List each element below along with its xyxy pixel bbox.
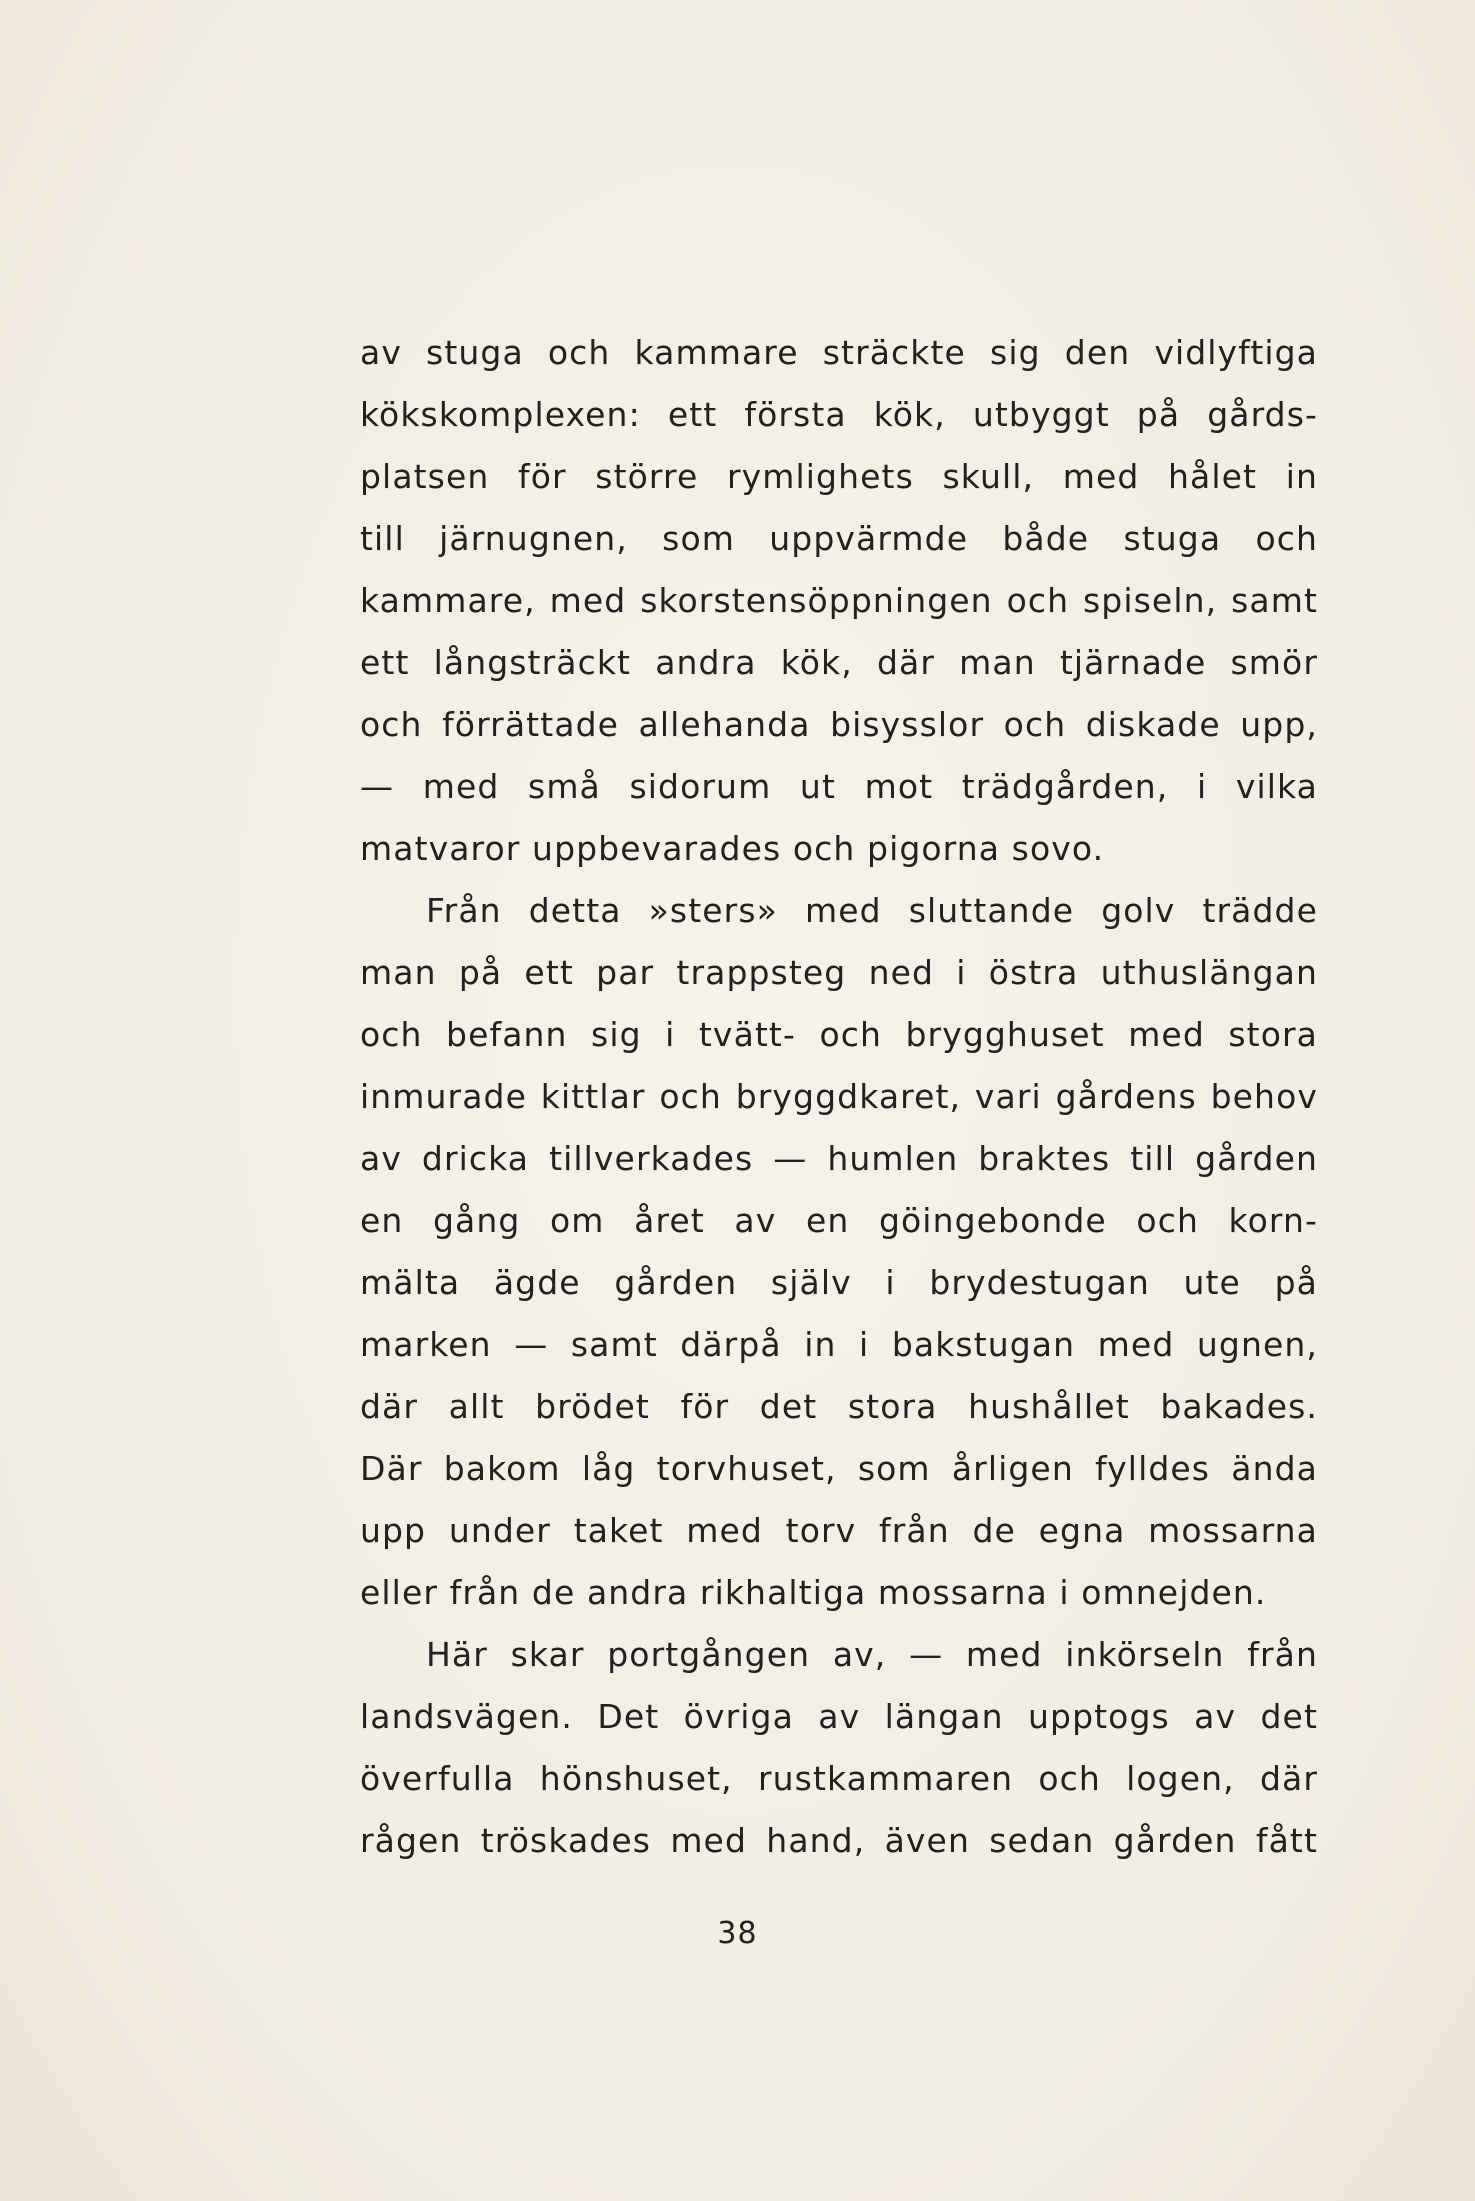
text-line: och förrättade allehanda bisysslor och diskade upp, <box>360 705 1318 744</box>
body-text <box>360 322 1318 1872</box>
text-line: eller från de andra rikhaltiga mossarna i omnejden. <box>360 1573 1267 1612</box>
text-line: Från detta »sters» med sluttande golv trädde <box>426 891 1318 930</box>
text-line: Här skar portgången av, — med inkörseln från <box>426 1635 1318 1674</box>
text-line: platsen för större rymlighets skull, med hålet in <box>360 457 1318 496</box>
text-line: av stuga och kammare sträckte sig den vidlyftiga <box>360 333 1318 372</box>
text-line: kökskomplexen: ett första kök, utbyggt på gårds- <box>360 395 1318 434</box>
text-line: landsvägen. Det övriga av längan upptogs av det <box>360 1697 1318 1736</box>
text-line: av dricka tillverkades — humlen braktes till gården <box>360 1139 1318 1178</box>
text-line: en gång om året av en göingebonde och korn- <box>360 1201 1318 1240</box>
text-line: rågen tröskades med hand, även sedan gården fått <box>360 1821 1318 1860</box>
text-line: man på ett par trappsteg ned i östra uthuslängan <box>360 953 1318 992</box>
text-line: matvaror uppbevarades och pigorna sovo. <box>360 829 1105 868</box>
text-line: överfulla hönshuset, rustkammaren och logen, där <box>360 1759 1318 1798</box>
text-line: kammare, med skorstensöppningen och spiseln, samt <box>360 581 1318 620</box>
text-line: där allt brödet för det stora hushållet bakades. <box>360 1387 1318 1426</box>
text-line: till järnugnen, som uppvärmde både stuga och <box>360 519 1318 558</box>
page-number: 38 <box>717 1916 758 1951</box>
text-line: upp under taket med torv från de egna mossarna <box>360 1511 1318 1550</box>
text-line: — med små sidorum ut mot trädgården, i vilka <box>360 767 1318 806</box>
text-line: inmurade kittlar och bryggdkaret, vari gårdens behov <box>360 1077 1318 1116</box>
text-line: mälta ägde gården själv i brydestugan ute på <box>360 1263 1318 1302</box>
text-line: och befann sig i tvätt- och brygghuset med stora <box>360 1015 1318 1054</box>
text-line: marken — samt därpå in i bakstugan med ugnen, <box>360 1325 1318 1364</box>
text-line: Där bakom låg torvhuset, som årligen fylldes ända <box>360 1449 1318 1488</box>
text-line: ett långsträckt andra kök, där man tjärnade smör <box>360 643 1318 682</box>
